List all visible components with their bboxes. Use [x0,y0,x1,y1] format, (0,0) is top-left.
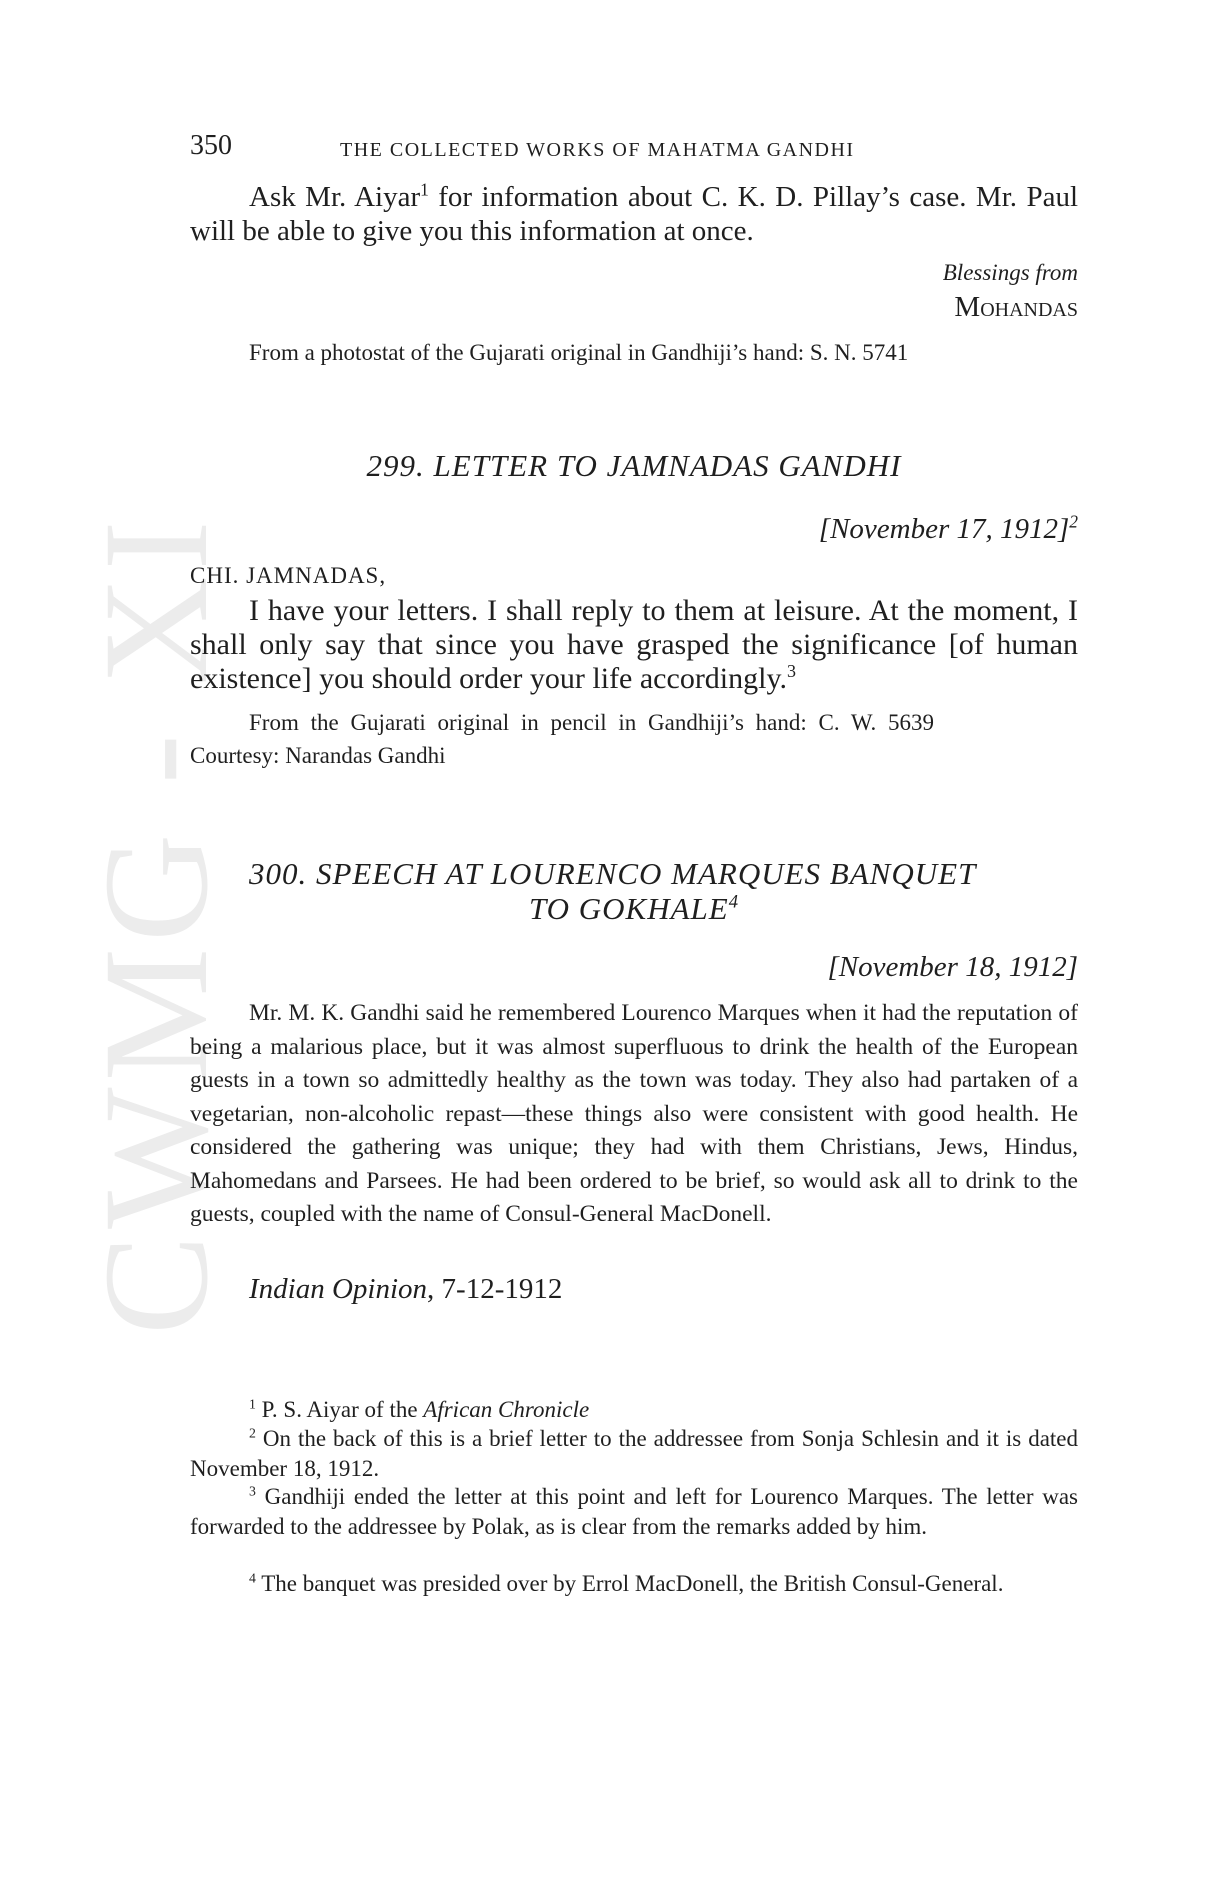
item-300-title-line-2: TO GOKHALE$^4$ [528,891,740,926]
page-number: 350 [190,130,232,161]
footnote-1: $^1$ P. S. Aiyar of the African Chronicle [249,1396,590,1422]
item-300-body: Mr. M. K. Gandhi said he remembered Lourenco Marques when it had the reputation of being a malarious place, but it was almost superfluous to drink the health of the European guests in a town so admittedly healthy as the town was today. They also had partaken of a vegetarian, non-alcoholic repast—these things also were consistent with good health. He considered the gathering was unique; they had with them Christians, Jews, Hindus, Mahomedans and Parsees. He had been ordered to be brief, so would ask all to drink to the guests, coupled with the name of Consul-General MacDonell. [190,1000,1078,1227]
running-title: THE COLLECTED WORKS OF MAHATMA GANDHI [340,139,855,161]
item-299-date: [November 17, 1912]$^2$ [818,511,1078,545]
closing-blessings: Blessings from [942,260,1078,285]
item-299-title: 299. LETTER TO JAMNADAS GANDHI [366,448,902,483]
footnote-ref-1: 1 [420,179,429,200]
prev-letter-body: Ask Mr. Aiyar$^1$ for information about C. K. D. Pillay’s case. Mr. Paul will be able to give you this information at once. [190,179,1079,247]
item-299-body: I have your letters. I shall reply to them at leisure. At the moment, I shall only say that since you have grasped the significance [of human existence] you should order your life accordingly.$^3$ [190,594,1078,695]
watermark-text: CWMG - XI [73,514,239,1335]
footnote-3: $^3$ Gandhiji ended the letter at this point and left for Lourenco Marques. The letter was forwarded to the addressee by Polak, as is clear from the remarks added by him. [190,1483,1079,1539]
page-header [190,130,1078,170]
item-299-source: From the Gujarati original in pencil in Gandhiji’s hand: C. W. 5639 [249,710,935,735]
footnote-ref-3: 3 [787,661,797,681]
salutation: CHI. JAMNADAS, [190,563,387,588]
signature: Mohandas [954,291,1078,323]
footnote-4: $^4$ The banquet was presided over by Errol MacDonell, the British Consul-General. [249,1570,1004,1596]
footnote-2: $^2$ On the back of this is a brief letter to the addressee from Sonja Schlesin and it is dated November 18, 1912. [190,1425,1078,1481]
item-300-source: Indian Opinion, 7-12-1912 [249,1273,563,1305]
footnote-ref-2: 2 [1069,511,1078,532]
item-299-courtesy: Courtesy: Narandas Gandhi [190,743,446,768]
source-note: From a photostat of the Gujarati original in Gandhiji’s hand: S. N. 5741 [249,340,909,365]
item-300-date: [November 18, 1912] [827,951,1078,983]
item-300-title-line-1: 300. SPEECH AT LOURENCO MARQUES BANQUET [249,856,977,891]
footnote-ref-4: 4 [728,891,740,913]
